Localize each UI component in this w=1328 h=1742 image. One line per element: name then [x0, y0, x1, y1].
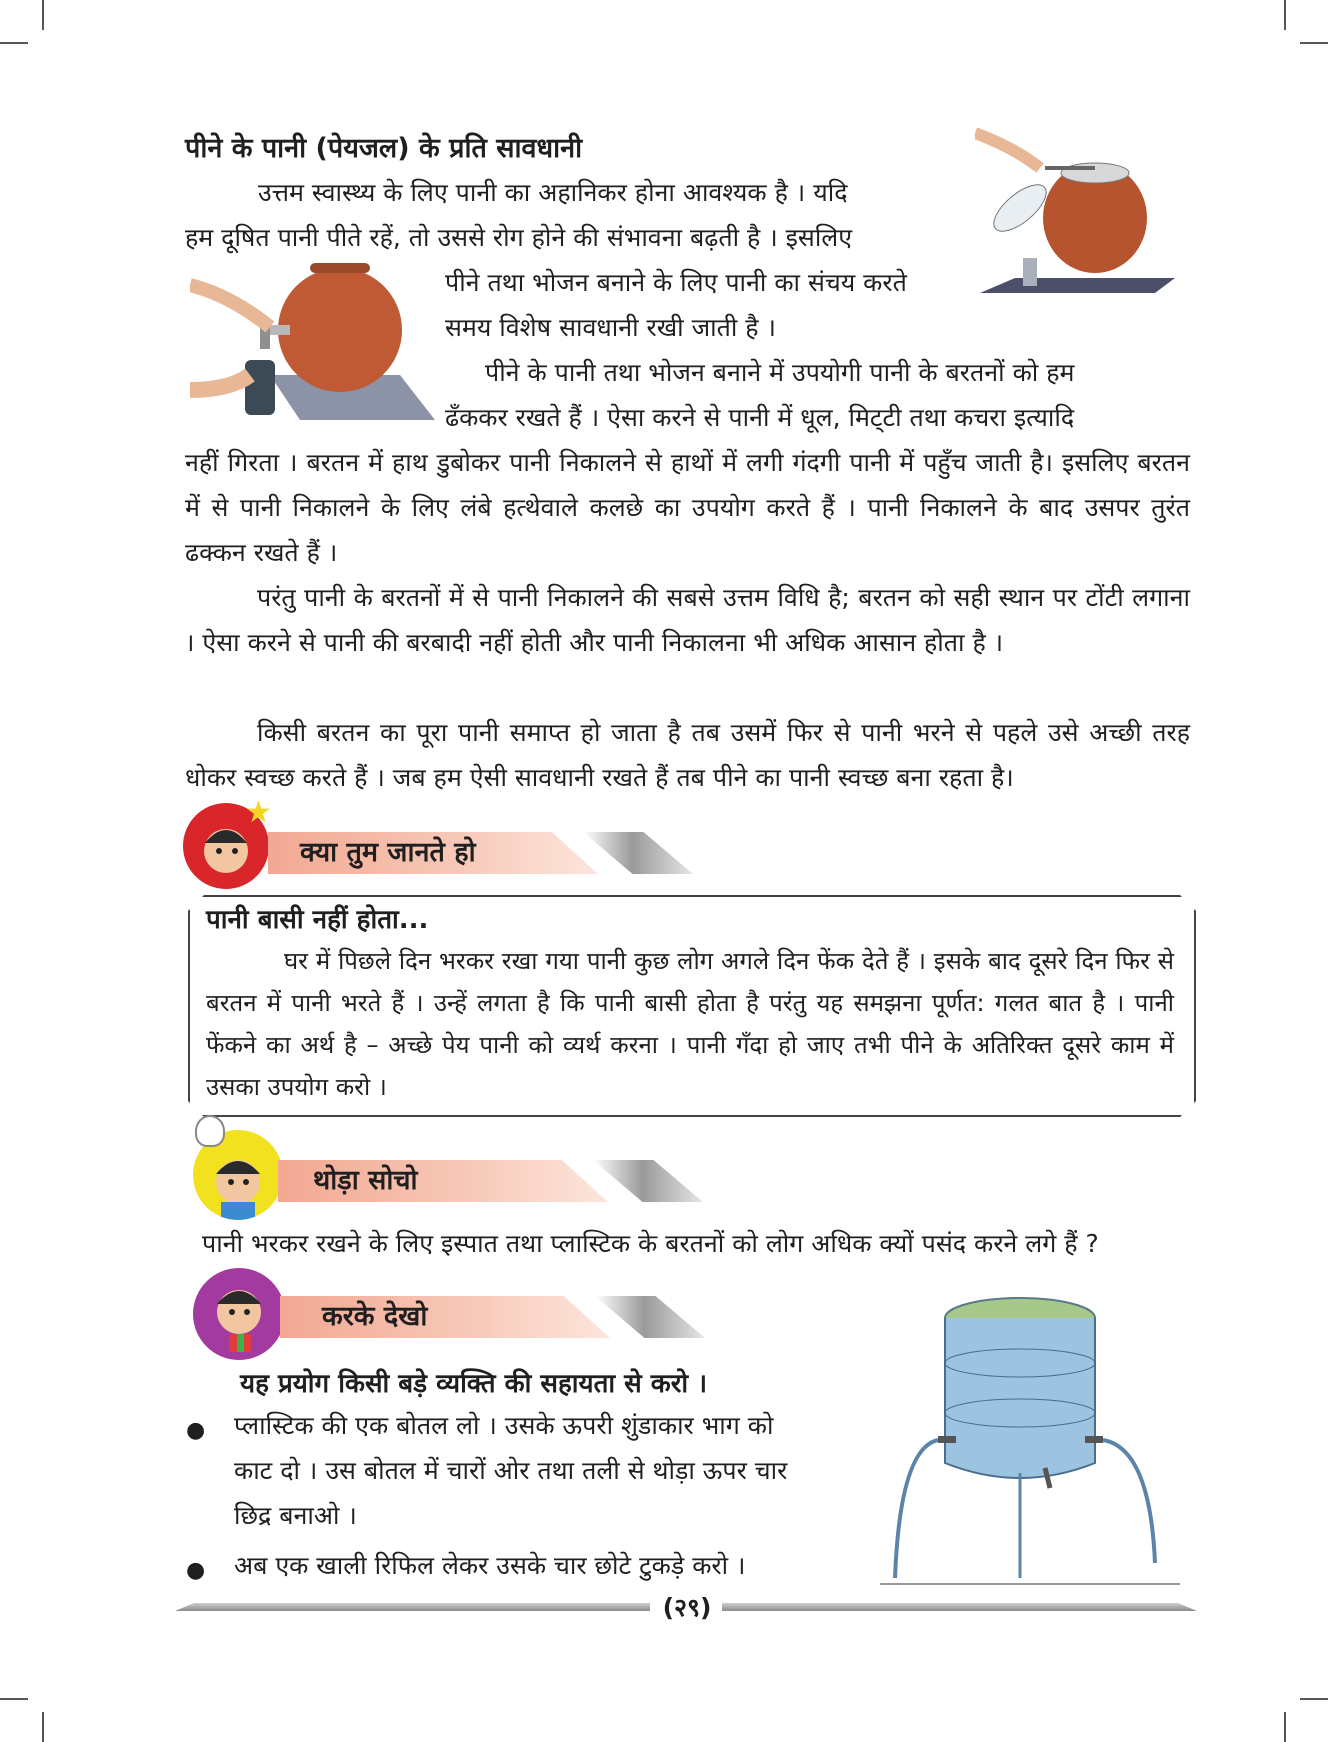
- banner-label: थोड़ा सोचो: [313, 1165, 418, 1196]
- info-box-text: घर में पिछले दिन भरकर रखा गया पानी कुछ लोग अगले दिन फेंक देते हैं । इसके बाद दूसरे दिन फिर से बरतन में पानी भरते हैं । उन्हें लगता है कि पानी बासी होता है परंतु यह समझना पूर्णत: गलत बात है । पानी फेंकने का अर्थ है – अच्छे पेय पानी को व्यर्थ करना । पानी गँदा हो जाए तभी पीने के अतिरिक्त दूसरे काम में उसका उपयोग करो ।: [206, 947, 1174, 1101]
- banner-tail: [593, 1160, 703, 1202]
- banner-label: करके देखो: [322, 1301, 428, 1332]
- crop-mark: [0, 1698, 28, 1700]
- think-banner: [238, 1156, 708, 1204]
- footer-rule-right: [722, 1603, 1197, 1611]
- paragraph: नहीं गिरता । बरतन में हाथ डुबोकर पानी निकालने से हाथों में लगी गंदगी पानी में पहुँच जाती है। इसलिए बरतन में से पानी निकालने के लिए लंबे हत्थेवाले कलछे का उपयोग करते हैं । पानी निकालने के बाद उसपर तुरंत ढक्कन रखते हैं ।: [185, 448, 1190, 567]
- paragraph: किसी बरतन का पूरा पानी समाप्त हो जाता है तब उसमें फिर से पानी भरने से पहले उसे अच्छी तरह धोकर स्वच्छ करते हैं । जब हम ऐसी सावधानी रखते हैं तब पीने का पानी स्वच्छ बना रहता है।: [185, 718, 1190, 792]
- star-icon: ★: [245, 795, 272, 830]
- experiment-heading: यह प्रयोग किसी बड़े व्यक्ति की सहायता से करो ।: [240, 1369, 708, 1399]
- bullet-line: अब एक खाली रिफिल लेकर उसके चार छोटे टुकड़े करो ।: [234, 1551, 746, 1580]
- bullet-line: काट दो । उस बोतल में चारों ओर तथा तली से थोड़ा ऊपर चार: [234, 1456, 788, 1485]
- crop-mark: [1284, 0, 1286, 30]
- footer-rule-left: [175, 1603, 650, 1611]
- page-number: (२९): [662, 1593, 712, 1622]
- pot-with-tap-illustration: [190, 255, 440, 425]
- crop-mark: [42, 1712, 44, 1742]
- paragraph-line: पीने तथा भोजन बनाने के लिए पानी का संचय करते: [445, 268, 907, 297]
- paragraph-line: समय विशेष सावधानी रखी जाती है ।: [445, 313, 776, 342]
- section-title: पीने के पानी (पेयजल) के प्रति सावधानी: [185, 133, 583, 164]
- crop-mark: [0, 42, 28, 44]
- crop-mark: [1300, 1698, 1328, 1700]
- paragraph: परंतु पानी के बरतनों में से पानी निकालने की सबसे उत्तम विधि है; बरतन को सही स्थान पर टोंटी लगाना । ऐसा करने से पानी की बरबादी नहीं होती और पानी निकालना भी अधिक आसान होता है ।: [185, 583, 1190, 657]
- bullet-icon: ●: [186, 1418, 206, 1443]
- bullet-icon: ●: [186, 1558, 206, 1583]
- crop-mark: [1284, 1712, 1286, 1742]
- think-question: पानी भरकर रखने के लिए इस्पात तथा प्लास्टिक के बरतनों को लोग अधिक क्यों पसंद करने लगे हैं ?: [202, 1229, 1099, 1258]
- bullet-line: छिद्र बनाओ ।: [234, 1501, 357, 1530]
- crop-mark: [42, 0, 44, 30]
- info-box-title: पानी बासी नहीं होता...: [206, 905, 429, 935]
- pot-ladle-illustration: [975, 128, 1190, 298]
- banner-label: क्या तुम जानते हो: [300, 837, 476, 868]
- paragraph-line: पीने के पानी तथा भोजन बनाने में उपयोगी पानी के बरतनों को हम: [485, 358, 1075, 387]
- paragraph-line: उत्तम स्वास्थ्य के लिए पानी का अहानिकर होना आवश्यक है । यदि: [258, 178, 848, 207]
- crop-mark: [1300, 42, 1328, 44]
- banner-tail: [595, 1296, 705, 1338]
- bullet-line: प्लास्टिक की एक बोतल लो । उसके ऊपरी शुंडाकार भाग को: [234, 1411, 774, 1440]
- paragraph-line: हम दूषित पानी पीते रहें, तो उससे रोग होने की संभावना बढ़ती है । इसलिए: [185, 223, 853, 252]
- lightbulb-icon: [195, 1115, 225, 1147]
- know-banner: [228, 828, 708, 876]
- banner-tail: [583, 832, 693, 874]
- do-banner: [240, 1292, 710, 1340]
- paragraph-line: ढँककर रखते हैं । ऐसा करने से पानी में धूल, मिट्‌टी तथा कचरा इत्यादि: [445, 403, 1075, 432]
- bottle-experiment-illustration: [880, 1288, 1180, 1588]
